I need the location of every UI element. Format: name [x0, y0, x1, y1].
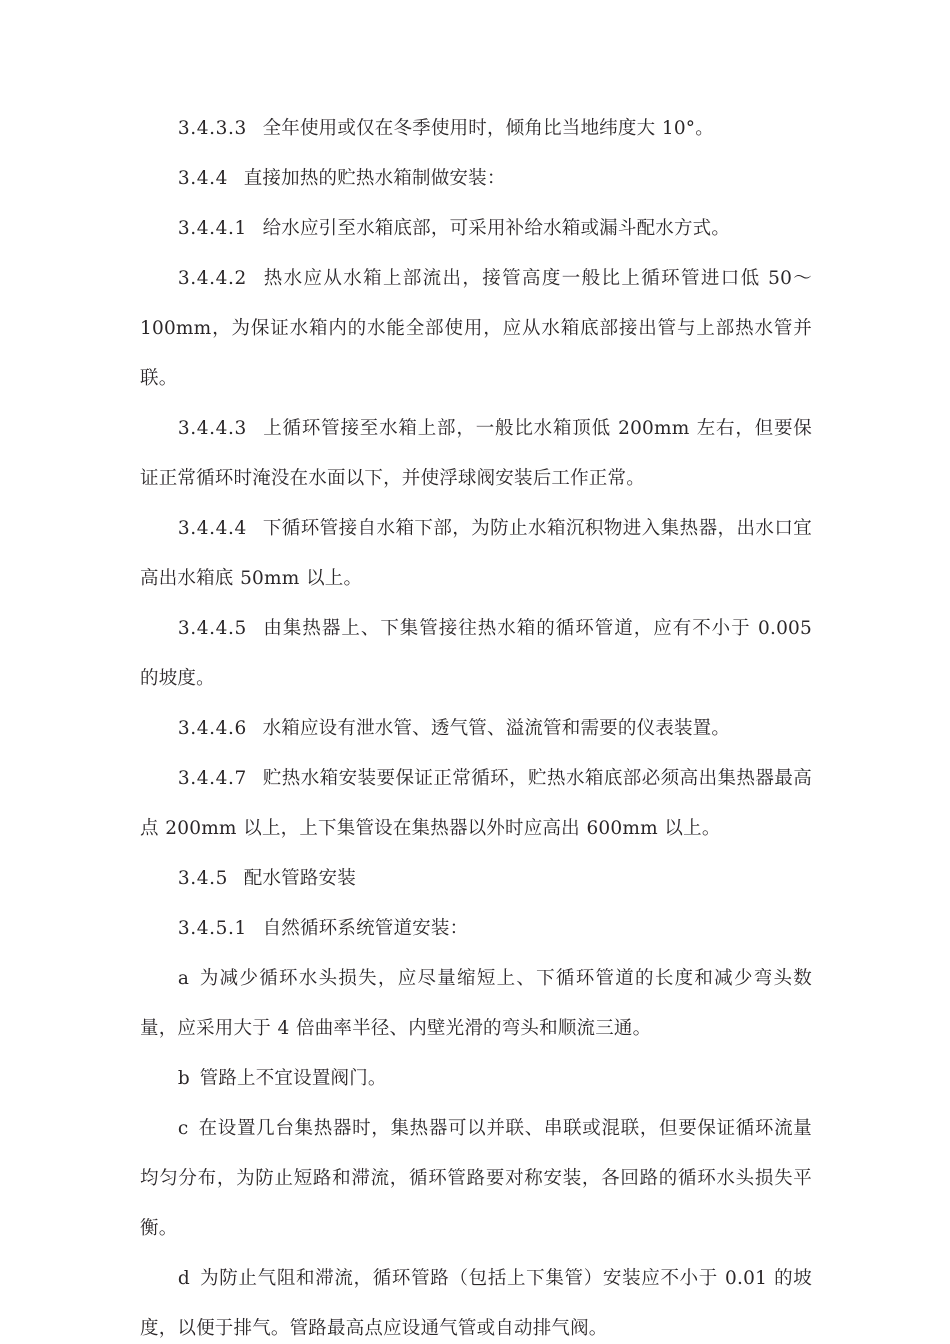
paragraph-text: 配水管路安装 [243, 868, 356, 889]
paragraph-number: 3.4.5 [177, 868, 228, 889]
paragraph-number: 3.4.3.3 [177, 118, 247, 139]
paragraph-d [140, 1254, 812, 1344]
paragraph-number: 3.4.4.6 [177, 718, 247, 739]
paragraph-3-4-3-3 [140, 104, 812, 154]
paragraph-number: 3.4.4.7 [177, 768, 247, 789]
paragraph-text: 在设置几台集热器时，集热器可以并联、串联或混联，但要保证循环流量均匀分布，为防止短路和滞流，循环管路要对称安装，各回路的循环水头损失平衡。 [140, 1118, 812, 1239]
paragraph-text: 直接加热的贮热水箱制做安装： [243, 168, 506, 189]
paragraph-number: 3.4.5.1 [177, 918, 247, 939]
paragraph-text: 热水应从水箱上部流出，接管高度一般比上循环管进口低 50～100mm，为保证水箱内的水能全部使用，应从水箱底部接出管与上部热水管并联。 [140, 268, 812, 389]
paragraph-c [140, 1104, 812, 1254]
paragraph-number: 3.4.4.4 [177, 518, 247, 539]
paragraph-a [140, 954, 812, 1054]
paragraph-number: c [177, 1118, 189, 1139]
paragraph-3-4-4-4 [140, 504, 812, 604]
paragraph-text: 水箱应设有泄水管、透气管、溢流管和需要的仪表装置。 [262, 718, 731, 739]
paragraph-3-4-4-5 [140, 604, 812, 704]
paragraph-b [140, 1054, 812, 1104]
paragraph-text: 下循环管接自水箱下部，为防止水箱沉积物进入集热器，出水口宜高出水箱底 50mm 以上。 [140, 518, 812, 589]
paragraph-3-4-4 [140, 154, 812, 204]
paragraph-3-4-5-1 [140, 904, 812, 954]
paragraph-text: 自然循环系统管道安装： [262, 918, 469, 939]
paragraph-number: d [177, 1268, 191, 1289]
paragraph-3-4-4-6 [140, 704, 812, 754]
paragraph-number: 3.4.4.2 [177, 268, 247, 289]
paragraph-text: 给水应引至水箱底部，可采用补给水箱或漏斗配水方式。 [262, 218, 731, 239]
paragraph-3-4-4-7 [140, 754, 812, 854]
paragraph-number: a [177, 968, 190, 989]
paragraph-number: 3.4.4.3 [177, 418, 247, 439]
paragraph-3-4-4-3 [140, 404, 812, 504]
paragraph-text: 全年使用或仅在冬季使用时，倾角比当地纬度大 10°。 [262, 118, 714, 139]
paragraph-text: 为防止气阻和滞流，循环管路（包括上下集管）安装应不小于 0.01 的坡度，以便于排气。管路最高点应设通气管或自动排气阀。 [140, 1268, 812, 1339]
paragraph-3-4-5 [140, 854, 812, 904]
document-body [140, 104, 812, 1344]
paragraph-3-4-4-2 [140, 254, 812, 404]
paragraph-text: 管路上不宜设置阀门。 [199, 1068, 387, 1089]
paragraph-number: b [177, 1068, 191, 1089]
paragraph-number: 3.4.4.1 [177, 218, 247, 239]
paragraph-text: 贮热水箱安装要保证正常循环，贮热水箱底部必须高出集热器最高点 200mm 以上，上下集管设在集热器以外时应高出 600mm 以上。 [140, 768, 812, 839]
paragraph-text: 为减少循环水头损失，应尽量缩短上、下循环管道的长度和减少弯头数量，应采用大于 4 倍曲率半径、内壁光滑的弯头和顺流三通。 [140, 968, 812, 1039]
paragraph-3-4-4-1 [140, 204, 812, 254]
paragraph-text: 由集热器上、下集管接往热水箱的循环管道，应有不小于 0.005 的坡度。 [140, 618, 812, 689]
paragraph-number: 3.4.4 [177, 168, 228, 189]
paragraph-number: 3.4.4.5 [177, 618, 247, 639]
paragraph-text: 上循环管接至水箱上部，一般比水箱顶低 200mm 左右，但要保证正常循环时淹没在水面以下，并使浮球阀安装后工作正常。 [140, 418, 812, 489]
